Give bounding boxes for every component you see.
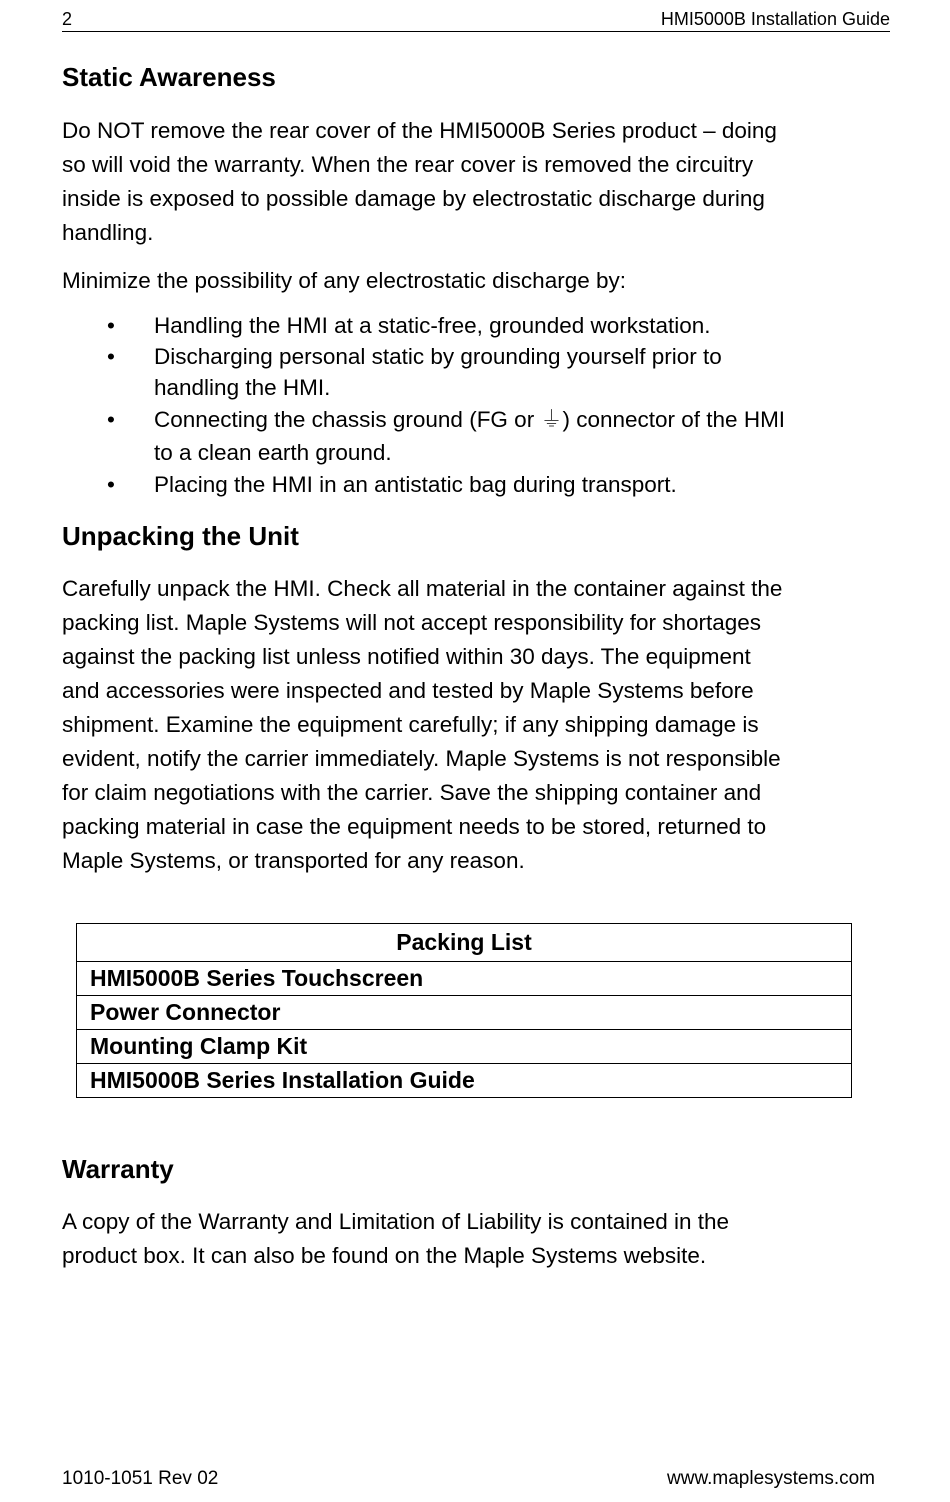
table-row (77, 996, 852, 1030)
packing-list-table (76, 923, 852, 1098)
table-header-row (77, 924, 852, 962)
footer-doc-number: 1010-1051 Rev 02 (62, 1468, 219, 1489)
bullet-list (62, 310, 892, 500)
list-item (62, 469, 892, 500)
text-line: handling. (62, 220, 154, 245)
bullet-text: Discharging personal static by grounding yourself prior to (154, 344, 722, 369)
table-cell: HMI5000B Series Touchscreen (77, 962, 852, 996)
table-row (77, 1030, 852, 1064)
warranty-paragraph (62, 1205, 892, 1273)
text-line: shipment. Examine the equipment carefully; if any shipping damage is (62, 712, 759, 737)
unpacking-paragraph (62, 572, 892, 878)
list-item (62, 341, 892, 403)
static-paragraph (62, 114, 892, 250)
text-line: against the packing list unless notified within 30 days. The equipment (62, 644, 751, 669)
table-cell: Mounting Clamp Kit (77, 1030, 852, 1064)
bullet-marker: • (107, 344, 115, 369)
text-line: Do NOT remove the rear cover of the HMI5000B Series product – doing (62, 118, 777, 143)
text-line: evident, notify the carrier immediately. Maple Systems is not responsible (62, 746, 781, 771)
bullet-text: Connecting the chassis ground (FG or (154, 407, 541, 432)
list-item (62, 403, 892, 469)
text-line: A copy of the Warranty and Limitation of Liability is contained in the (62, 1209, 730, 1234)
bullet-text: Handling the HMI at a static-free, grounded workstation. (154, 313, 711, 338)
heading-unpacking: Unpacking the Unit (62, 521, 299, 551)
bullet-text: to a clean earth ground. (154, 440, 392, 465)
heading-warranty: Warranty (62, 1154, 174, 1184)
text-line: for claim negotiations with the carrier. Save the shipping container and (62, 780, 762, 805)
footer-website[interactable]: www.maplesystems.com (667, 1468, 875, 1489)
bullet-marker: • (107, 407, 115, 432)
text-line: Maple Systems, or transported for any reason. (62, 848, 525, 873)
static-intro: Minimize the possibility of any electrostatic discharge by: (62, 268, 626, 293)
table-row (77, 1064, 852, 1098)
table-cell: Power Connector (77, 996, 852, 1030)
table-cell: HMI5000B Series Installation Guide (77, 1064, 852, 1098)
ground-symbol-icon: ⏚ (540, 407, 563, 432)
table-title: Packing List (77, 924, 852, 962)
table-row (77, 962, 852, 996)
header-title: HMI5000B Installation Guide (660, 9, 890, 29)
heading-static-awareness: Static Awareness (62, 62, 276, 92)
page-header (62, 9, 890, 32)
bullet-marker: • (107, 472, 115, 497)
bullet-marker: • (107, 313, 115, 338)
page-number: 2 (62, 9, 73, 29)
text-line: packing list. Maple Systems will not accept responsibility for shortages (62, 610, 762, 635)
text-line: Carefully unpack the HMI. Check all material in the container against the (62, 576, 783, 601)
list-item (62, 310, 892, 341)
text-line: and accessories were inspected and tested by Maple Systems before (62, 678, 754, 703)
text-line: so will void the warranty. When the rear cover is removed the circuitry (62, 152, 754, 177)
text-line: product box. It can also be found on the Maple Systems website. (62, 1243, 707, 1268)
bullet-text: ) connector of the HMI (562, 407, 786, 432)
text-line: inside is exposed to possible damage by electrostatic discharge during (62, 186, 765, 211)
bullet-text: handling the HMI. (154, 375, 331, 400)
bullet-text: Placing the HMI in an antistatic bag during transport. (154, 472, 677, 497)
text-line: packing material in case the equipment needs to be stored, returned to (62, 814, 767, 839)
